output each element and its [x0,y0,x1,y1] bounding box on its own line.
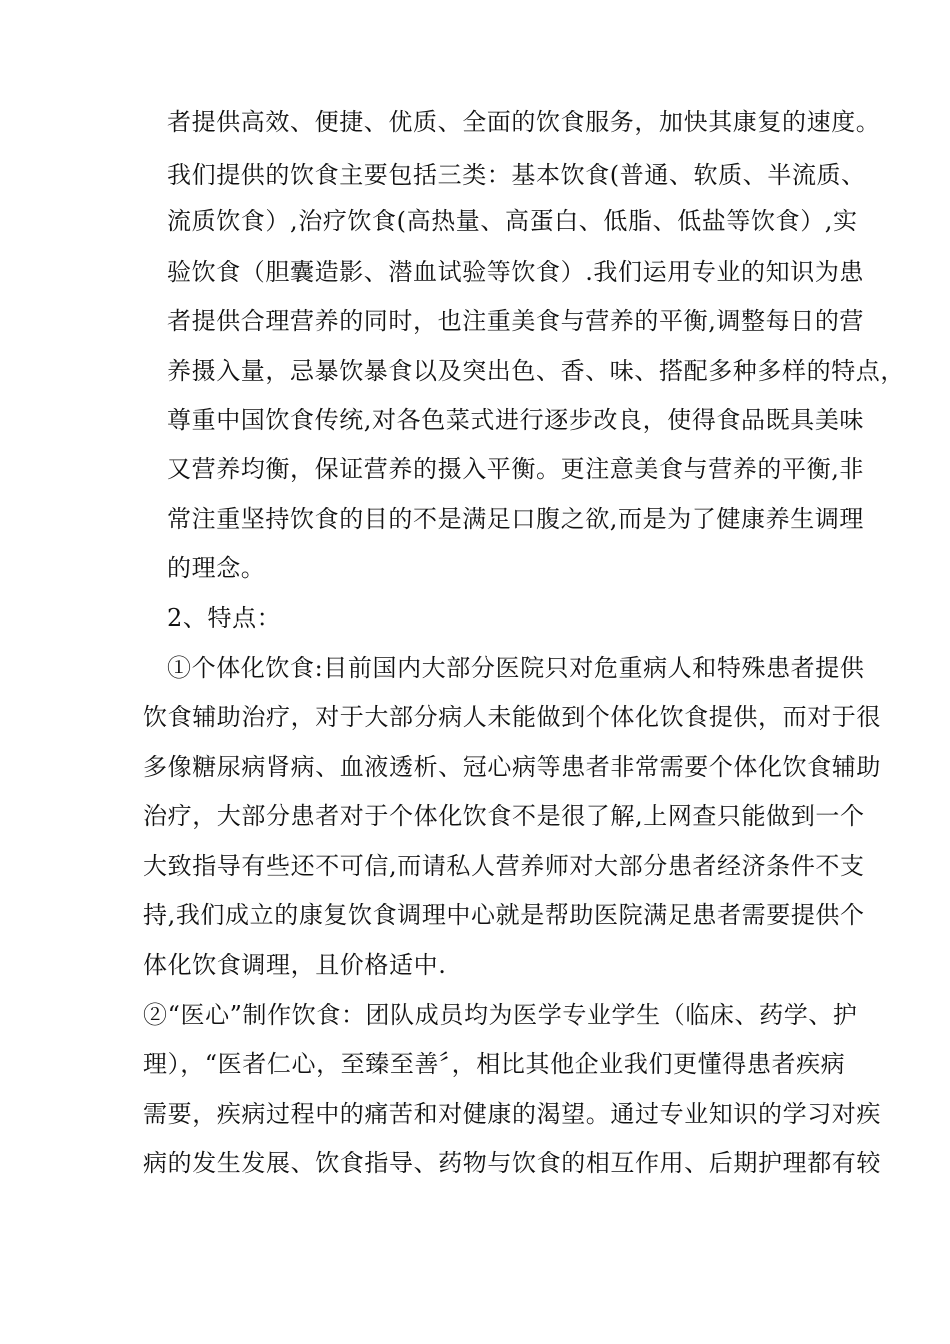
text-line: 者提供合理营养的同时，也注重美食与营养的平衡,调整每日的营 [167,307,865,335]
text-line: 验饮食（胆囊造影、潜血试验等饮食）.我们运用专业的知识为患 [167,258,865,286]
text-line: 治疗，大部分患者对于个体化饮食不是很了解,上网查只能做到一个 [143,802,865,830]
text-line: 养摄入量，忌暴饮暴食以及突出色、香、味、搭配多种多样的特点， [167,357,905,385]
text-line: 大致指导有些还不可信,而请私人营养师对大部分患者经济条件不支 [143,852,865,880]
section-heading: 2、特点： [167,604,282,632]
text-line: 者提供高效、便捷、优质、全面的饮食服务，加快其康复的速度。 [167,108,881,136]
text-line: 的理念。 [167,554,266,582]
text-line: 饮食辅助治疗，对于大部分病人未能做到个体化饮食提供，而对于很 [143,703,881,731]
text-line: 持,我们成立的康复饮食调理中心就是帮助医院满足患者需要提供个 [143,901,865,929]
text-line: 病的发生发展、饮食指导、药物与饮食的相互作用、后期护理都有较 [143,1149,881,1177]
text-line: 尊重中国饮食传统,对各色菜式进行逐步改良，使得食品既具美味 [167,406,865,434]
text-line: ①个体化饮食:目前国内大部分医院只对危重病人和特殊患者提供 [167,654,865,682]
text-line: 我们提供的饮食主要包括三类：基本饮食(普通、软质、半流质、 [167,161,866,189]
text-line: 多像糖尿病肾病、血液透析、冠心病等患者非常需要个体化饮食辅助 [143,753,881,781]
text-line: 又营养均衡，保证营养的摄入平衡。更注意美食与营养的平衡,非 [167,455,865,483]
text-line: 流质饮食）,治疗饮食(高热量、高蛋白、低脂、低盐等饮食）,实 [167,207,858,235]
text-line: 理），“医者仁心，至臻至善〞，相比其他企业我们更懂得患者疾病 [143,1050,846,1078]
text-line: 体化饮食调理，且价格适中. [143,951,447,979]
text-line: ②“医心”制作饮食：团队成员均为医学专业学生（临床、药学、护 [143,1001,858,1029]
text-line: 需要，疾病过程中的痛苦和对健康的渴望。通过专业知识的学习对疾 [143,1100,881,1128]
text-line: 常注重坚持饮食的目的不是满足口腹之欲,而是为了健康养生调理 [167,505,865,533]
